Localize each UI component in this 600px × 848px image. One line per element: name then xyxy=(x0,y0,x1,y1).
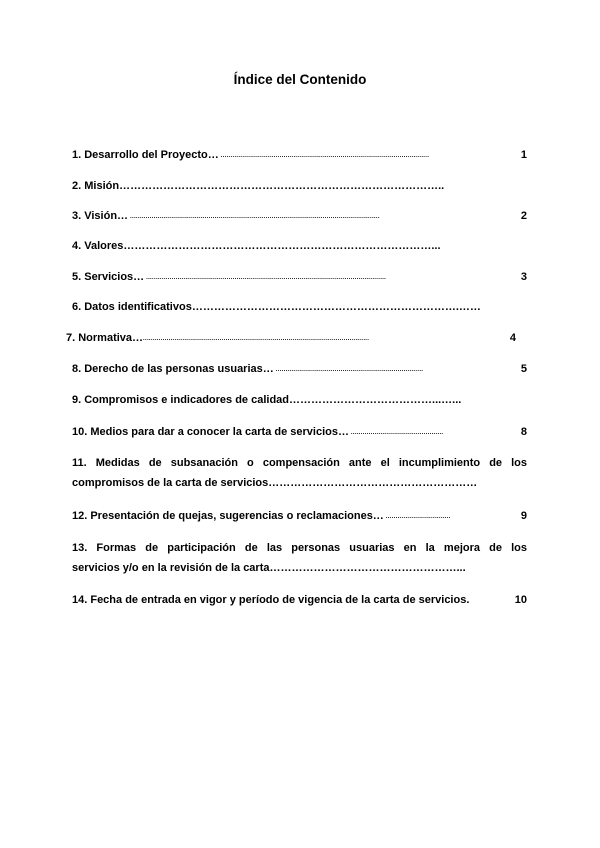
toc-entry-title: 3. Visión… xyxy=(72,210,129,222)
toc-entry-title: 4. Valores xyxy=(72,240,124,252)
toc-entry-5[interactable] xyxy=(72,270,527,285)
toc-leader: .......................................................................................................................... xyxy=(144,275,387,281)
toc-leader: ................................................................................................................... xyxy=(143,336,370,342)
toc-entry-title: 2. Misión xyxy=(72,180,120,192)
toc-leader: ............................................................................................................................... xyxy=(128,214,380,220)
toc-leader: .......................................................................................................... xyxy=(218,153,430,159)
toc-entry-1[interactable] xyxy=(72,148,527,163)
toc-entry-9[interactable] xyxy=(72,393,527,407)
toc-entry-title: 6. Datos identificativos xyxy=(72,301,192,313)
toc-page-number: 3 xyxy=(520,271,527,283)
toc-entry-title: 8. Derecho de las personas usuarias… xyxy=(72,363,274,375)
toc-leader: ……………………………………………... xyxy=(269,562,466,574)
toc-entry-6[interactable] xyxy=(72,300,527,314)
toc-entry-11[interactable] xyxy=(72,453,527,493)
toc-leader: …………………………………………………………………………….. xyxy=(119,180,445,192)
toc-entry-2[interactable] xyxy=(72,179,527,193)
toc-leader: …………………………………...…... xyxy=(289,394,462,406)
toc-entry-title-cont: compromisos de la carta de servicios xyxy=(72,477,269,489)
toc-page-number: 10 xyxy=(514,594,527,606)
toc-leader: ............................................... xyxy=(348,430,444,436)
toc-page-number: 5 xyxy=(520,363,527,375)
toc-entry-title: 7. Normativa… xyxy=(66,332,144,344)
toc-page-number: 9 xyxy=(520,510,527,522)
toc-page-number: 2 xyxy=(520,210,527,222)
toc-page-number: 8 xyxy=(520,426,527,438)
toc-entry-7[interactable] xyxy=(66,331,516,346)
toc-entry-title: 10. Medios para dar a conocer la carta de servicios… xyxy=(72,426,349,438)
toc-entry-12[interactable] xyxy=(72,509,527,524)
toc-entry-14[interactable] xyxy=(72,593,527,607)
toc-entry-13[interactable] xyxy=(72,538,527,578)
toc-page-number: 1 xyxy=(520,149,527,161)
toc-entry-title: 1. Desarrollo del Proyecto… xyxy=(72,149,219,161)
toc-leader: …………………………………………………………………………... xyxy=(123,240,441,252)
toc-page-number: 4 xyxy=(509,332,516,344)
page-title: Índice del Contenido xyxy=(233,72,367,87)
toc-entry-title: 13. Formas de participación de las personas usuarias en la mejora de los xyxy=(72,542,527,554)
toc-entry-3[interactable] xyxy=(72,209,527,224)
toc-entry-8[interactable] xyxy=(72,362,527,377)
toc-entry-title: 14. Fecha de entrada en vigor y período de vigencia de la carta de servicios. xyxy=(72,594,470,606)
toc-entry-title: 11. Medidas de subsanación o compensación ante el incumplimiento de los xyxy=(72,457,527,469)
toc-leader: ……………………………………………………………….…… xyxy=(191,301,481,313)
toc-entry-4[interactable] xyxy=(72,239,527,253)
toc-entry-10[interactable] xyxy=(72,425,527,440)
toc-entry-title: 12. Presentación de quejas, sugerencias o reclamaciones… xyxy=(72,510,384,522)
toc-leader: ………………………………………………… xyxy=(268,477,478,489)
toc-leader: ........................................................................... xyxy=(273,367,424,373)
toc-entry-title: 9. Compromisos e indicadores de calidad xyxy=(72,394,290,406)
toc-entry-title-cont: servicios y/o en la revisión de la carta xyxy=(72,562,270,574)
toc-leader: ................................. xyxy=(383,514,451,520)
toc-entry-title: 5. Servicios… xyxy=(72,271,145,283)
